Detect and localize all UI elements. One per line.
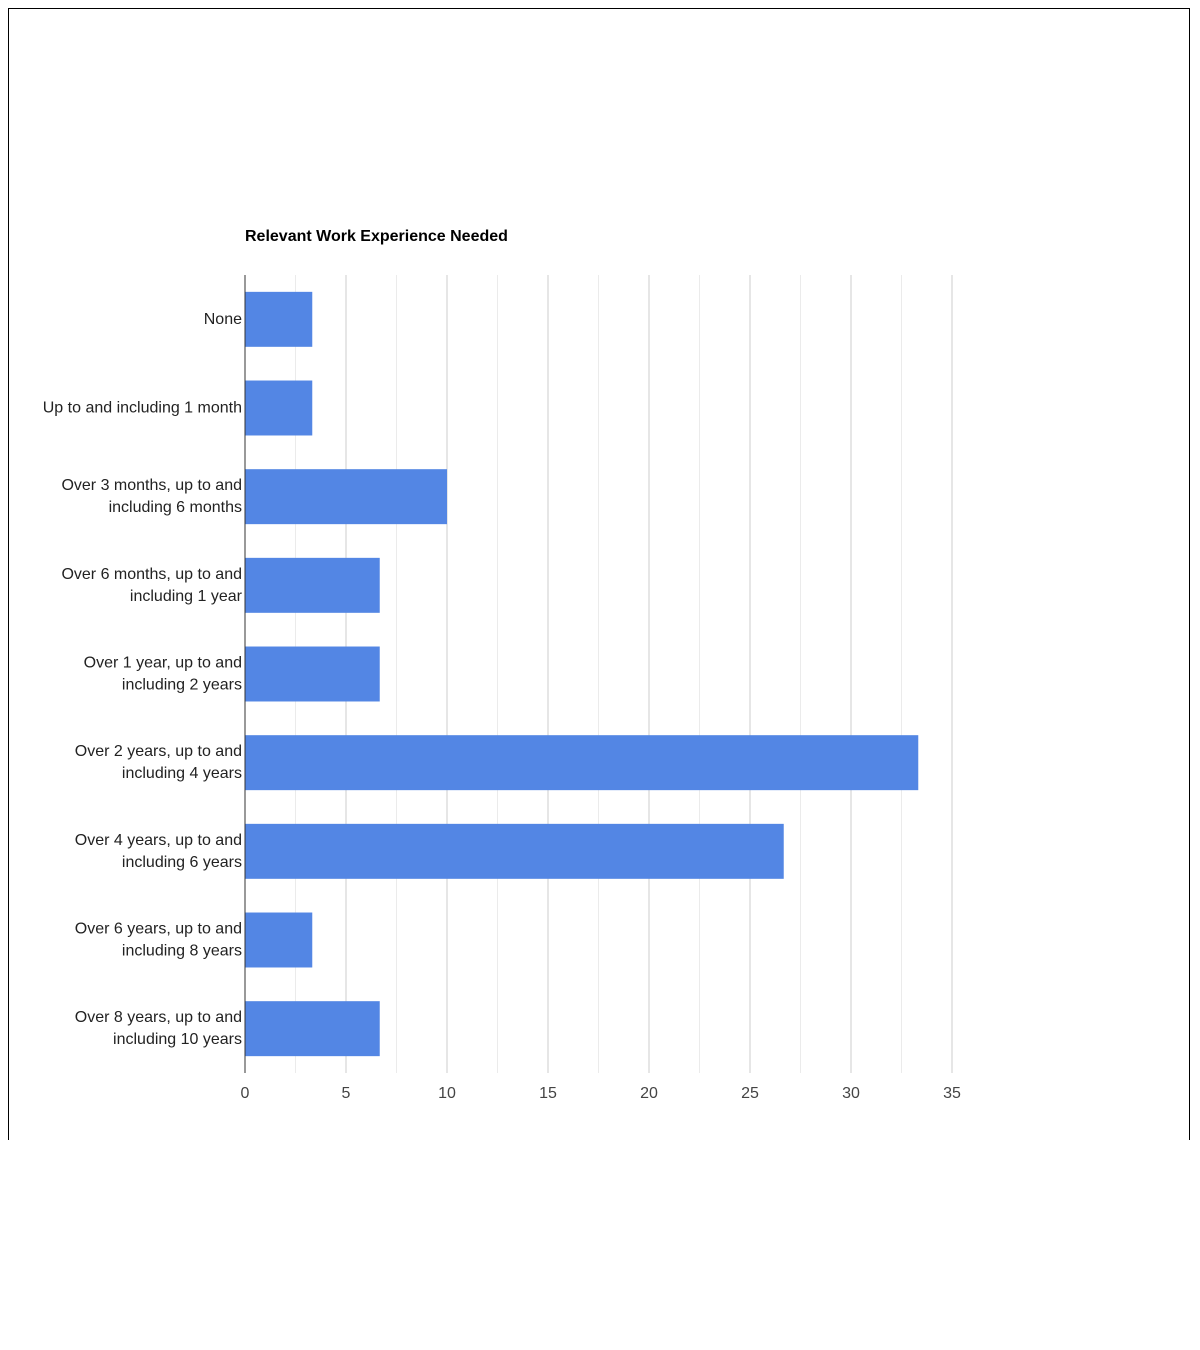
bar [245,735,918,790]
bar [245,558,380,613]
category-label [75,1009,242,1048]
category-label-line: Over 6 years, up to and [74,920,242,938]
bar [245,647,380,702]
category-label [75,743,242,782]
bar [245,381,312,436]
category-label [84,655,242,694]
bar [245,824,784,879]
chart-title: Relevant Work Experience Needed [245,228,508,245]
bar [245,469,447,524]
category-label-line: including 2 years [121,676,242,694]
category-label-line: Over 4 years, up to and [74,831,242,849]
category-label-line: Over 6 months, up to and [61,565,242,583]
category-label [43,400,242,417]
category-label [61,566,242,605]
category-label-layer [43,311,243,1048]
x-tick-label: 5 [341,1085,351,1102]
category-label-line: including 1 year [129,587,242,605]
grid-layer [296,275,953,1073]
category-label-line: Up to and including 1 month [42,399,242,417]
category-label-line: including 8 years [121,942,242,960]
x-tick-label: 25 [741,1085,759,1102]
category-label [75,921,242,960]
x-tick-label: 30 [842,1085,860,1102]
x-tick-label: 35 [943,1085,961,1102]
x-tick-label: 15 [539,1085,557,1102]
category-label-line: including 4 years [121,765,242,783]
x-tick-label: 0 [240,1085,250,1102]
category-label [61,477,242,516]
category-label-line: Over 8 years, up to and [74,1009,242,1027]
category-label-line: including 10 years [113,1031,242,1049]
category-label-line: Over 3 months, up to and [61,477,242,495]
bar [245,1001,380,1056]
category-label-line: None [203,310,242,328]
category-label-line: including 6 years [121,853,242,871]
x-tick-label: 10 [438,1085,456,1102]
category-label-line: Over 1 year, up to and [83,654,242,672]
category-label-line: Over 2 years, up to and [74,743,242,761]
category-label [75,832,242,871]
bar [245,292,312,347]
category-label-line: including 6 months [108,499,242,517]
x-tick-label: 20 [640,1085,658,1102]
tick-label-layer [241,1085,961,1102]
category-label [204,311,242,328]
bar [245,913,312,968]
